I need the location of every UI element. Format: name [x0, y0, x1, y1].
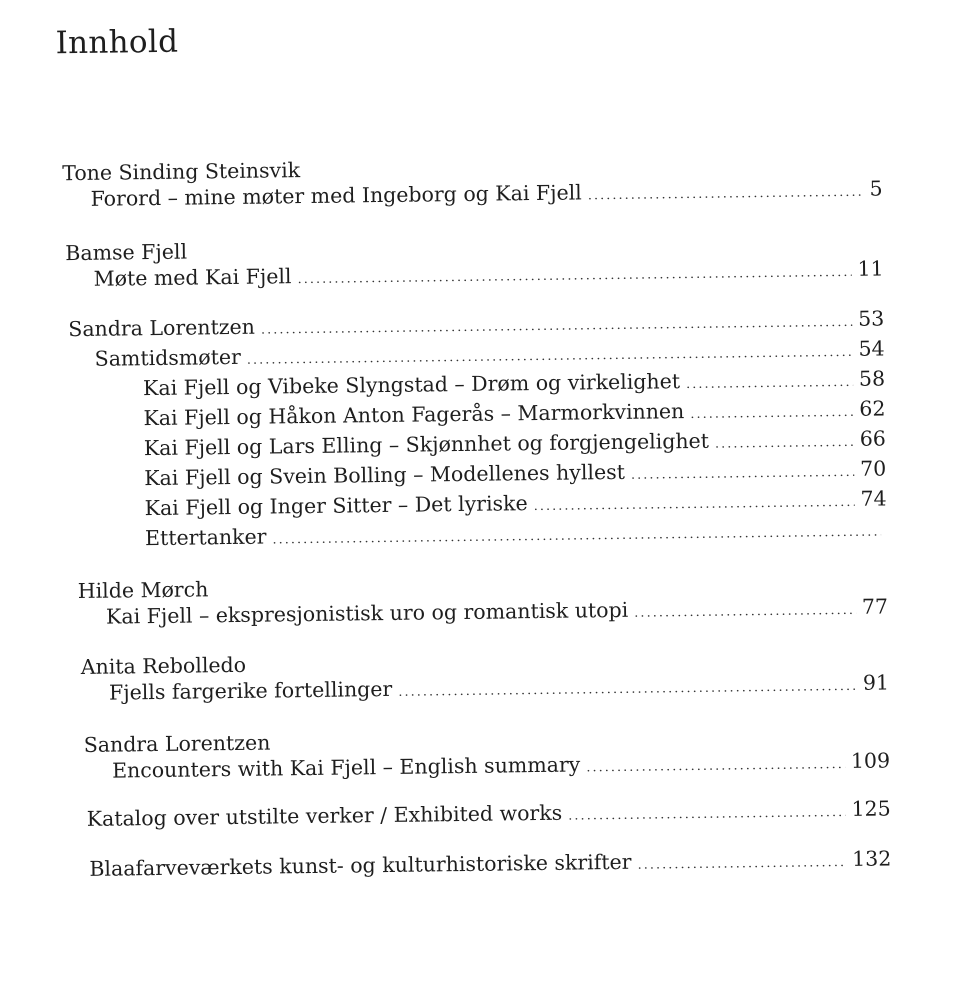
entry-page: 11	[857, 256, 884, 281]
dot-leader	[631, 465, 854, 483]
entry-page: 66	[859, 426, 886, 451]
author-name: Tone Sinding Steinsvik	[62, 158, 301, 186]
toc-entry[interactable]	[145, 516, 887, 550]
entry-title: Kai Fjell og Håkon Anton Fagerås – Marmorkvinnen	[143, 399, 685, 431]
dot-leader	[586, 757, 845, 775]
entry-title: Samtidsmøter	[94, 344, 241, 371]
entry-title: Kai Fjell og Svein Bolling – Modellenes hyllest	[144, 459, 626, 491]
dot-leader	[534, 495, 855, 514]
author-name: Anita Rebolledo	[80, 652, 247, 679]
entry-page: 62	[859, 396, 886, 421]
toc-entry[interactable]	[144, 426, 886, 460]
entry-page: 125	[851, 796, 891, 821]
dot-leader	[297, 265, 851, 287]
author-name: Bamse Fjell	[65, 239, 188, 266]
entry-title: Møte med Kai Fjell	[93, 264, 292, 291]
dot-leader	[398, 679, 857, 700]
dot-leader	[247, 345, 853, 368]
entry-title: Encounters with Kai Fjell – English summary	[111, 752, 581, 783]
dot-leader	[690, 405, 853, 422]
toc-entry[interactable]	[94, 256, 884, 290]
toc-entry[interactable]	[95, 336, 885, 370]
entry-title: Blaafarveværkets kunst- og kulturhistoriske skrifter	[89, 849, 632, 881]
entry-page: 53	[857, 306, 885, 331]
author-name: Sandra Lorentzen	[68, 314, 256, 342]
entry-title: Fjells fargerike fortellinger	[108, 676, 393, 705]
entry-title: Ettertanker	[144, 524, 267, 551]
entry-page: 91	[862, 670, 890, 695]
entry-page: 74	[860, 486, 887, 511]
toc-entry[interactable]	[144, 456, 886, 490]
author-name: Sandra Lorentzen	[83, 730, 271, 757]
entry-page: 109	[850, 748, 891, 773]
author-name: Hilde Mørch	[77, 577, 209, 604]
toc-entry[interactable]	[87, 796, 891, 831]
toc-entry[interactable]	[106, 594, 888, 628]
entry-title: Kai Fjell og Inger Sitter – Det lyriske	[144, 491, 528, 521]
entry-title: Katalog over utstilte verker / Exhibited works	[86, 800, 563, 831]
entry-page: 132	[852, 846, 892, 871]
dot-leader	[637, 855, 846, 873]
entry-title: Kai Fjell og Vibeke Slyngstad – Drøm og virkelighet	[142, 369, 681, 401]
entry-page: 77	[861, 594, 889, 619]
toc-entry[interactable]	[143, 366, 885, 400]
dot-leader	[272, 525, 881, 548]
dot-leader	[634, 603, 856, 621]
entry-title: Kai Fjell – ekspresjonistisk uro og romantisk utopi	[105, 597, 629, 629]
entry-page: 5	[869, 176, 883, 201]
dot-leader	[261, 315, 852, 338]
entry-page: 54	[858, 336, 885, 361]
toc-entry[interactable]	[89, 846, 891, 880]
toc-entry[interactable]	[143, 396, 885, 430]
dot-leader	[686, 375, 853, 392]
entry-title: Forord – mine møter med Ingeborg og Kai Fjell	[90, 180, 582, 211]
entry-page: 58	[858, 366, 886, 391]
dot-leader	[715, 435, 854, 452]
entry-page: 70	[859, 456, 887, 481]
dot-leader	[588, 185, 864, 204]
toc-entry[interactable]	[68, 306, 884, 341]
entry-title: Kai Fjell og Lars Elling – Skjønnhet og forgjengelighet	[143, 428, 710, 461]
dot-leader	[568, 805, 846, 824]
toc-entry[interactable]	[145, 486, 887, 520]
page-title: Innhold	[55, 23, 179, 62]
